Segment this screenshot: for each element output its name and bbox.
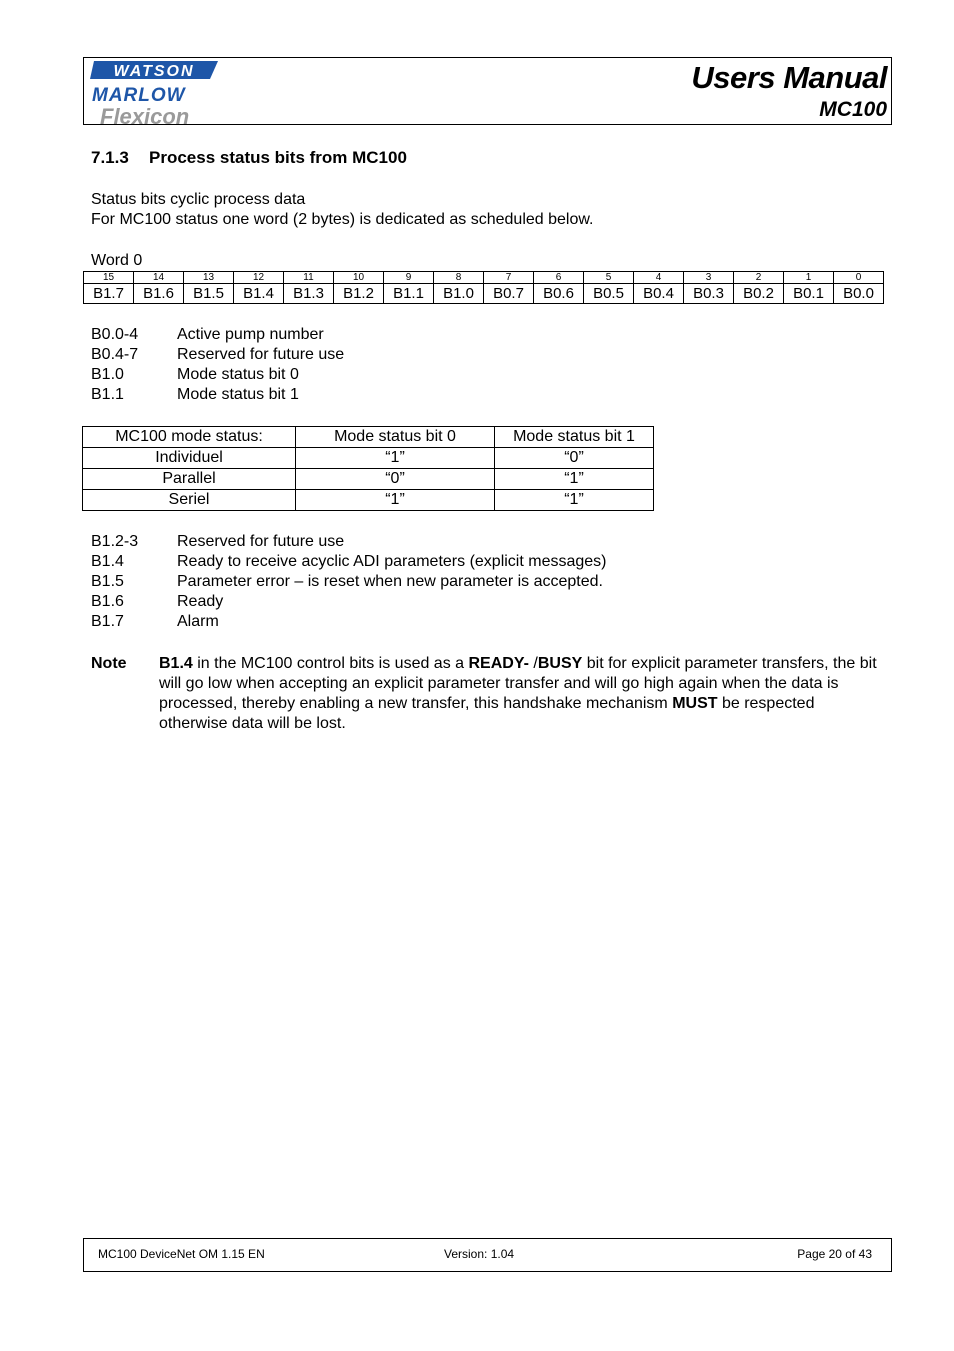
- bit-name-cell: B0.0: [834, 284, 884, 304]
- mode-table-cell: “1”: [296, 448, 495, 469]
- definition-row: [91, 592, 607, 612]
- bit-name-cell: B0.2: [734, 284, 784, 304]
- bit-name-cell: B1.1: [384, 284, 434, 304]
- definition-description: Mode status bit 1: [177, 386, 299, 403]
- note-text-3: bit for explicit parameter transfers, the bit will go low when accepting an explicit parameter transfer and will go high again when the data is processed, thereby enabling a new transfer, this handshake mechanism: [159, 655, 877, 712]
- bit-number-cell: 13: [184, 272, 234, 284]
- mode-table-cell: Individuel: [83, 448, 296, 469]
- definition-key: B1.0: [91, 366, 124, 383]
- definition-description: Reserved for future use: [177, 533, 345, 550]
- note-bold-b14: B1.4: [159, 655, 193, 672]
- definition-row: [91, 385, 344, 405]
- definition-key: B1.2-3: [91, 533, 139, 550]
- mode-table-row: [83, 469, 654, 490]
- bit-number-cell: 1: [784, 272, 834, 284]
- note-text: [159, 654, 879, 734]
- bit-number-cell: 10: [334, 272, 384, 284]
- footer-page-number: Page 20 of 43: [797, 1247, 872, 1261]
- mode-table-cell: Parallel: [83, 469, 296, 490]
- mode-status-table: [82, 426, 654, 511]
- intro-line-2: For MC100 status one word (2 bytes) is dedicated as scheduled below.: [91, 211, 594, 228]
- page-header: [83, 57, 892, 125]
- definition-description: Ready to receive acyclic ADI parameters (explicit messages): [177, 553, 607, 570]
- bit-name-cell: B1.2: [334, 284, 384, 304]
- mode-table-header-row: [83, 427, 654, 448]
- bit-name-row: [84, 284, 884, 304]
- definition-description: Parameter error – is reset when new parameter is accepted.: [177, 573, 603, 590]
- definition-key: B1.6: [91, 593, 124, 610]
- mode-table-cell: Seriel: [83, 490, 296, 511]
- definition-row: [91, 572, 607, 592]
- definition-key: B1.5: [91, 573, 124, 590]
- bit-number-row: [84, 272, 884, 284]
- bit-name-cell: B0.4: [634, 284, 684, 304]
- bit-name-cell: B0.5: [584, 284, 634, 304]
- note-bold-ready: READY-: [468, 655, 529, 672]
- watson-marlow-flexicon-logo: [90, 59, 222, 125]
- bit-name-cell: B0.6: [534, 284, 584, 304]
- section-number: 7.1.3: [91, 148, 129, 167]
- definition-key: B1.7: [91, 613, 124, 630]
- bit-number-cell: 11: [284, 272, 334, 284]
- bit-number-cell: 9: [384, 272, 434, 284]
- note-bold-busy: BUSY: [537, 655, 583, 672]
- intro-line-1: Status bits cyclic process data: [91, 191, 306, 208]
- mode-table-row: [83, 490, 654, 511]
- bit-number-cell: 3: [684, 272, 734, 284]
- definition-row: [91, 552, 607, 572]
- bit-definitions-list: [91, 325, 344, 405]
- note-bold-must: MUST: [672, 695, 718, 712]
- definition-row: [91, 345, 344, 365]
- note-text-2: /: [528, 655, 538, 672]
- bit-name-cell: B1.4: [234, 284, 284, 304]
- mode-table-cell: “1”: [296, 490, 495, 511]
- section-heading: [91, 148, 407, 168]
- bit-number-cell: 4: [634, 272, 684, 284]
- bit-number-cell: 14: [134, 272, 184, 284]
- bit-number-cell: 15: [84, 272, 134, 284]
- note-label: Note: [91, 655, 127, 672]
- footer-document-name: MC100 DeviceNet OM 1.15 EN: [98, 1247, 265, 1261]
- definition-key: B1.4: [91, 553, 124, 570]
- mode-table-header-cell: MC100 mode status:: [83, 427, 296, 448]
- mode-table-header-cell: Mode status bit 0: [296, 427, 495, 448]
- bit-number-cell: 0: [834, 272, 884, 284]
- bit-name-cell: B0.7: [484, 284, 534, 304]
- bit-definitions-list-2: [91, 532, 607, 632]
- bit-table: [83, 271, 884, 304]
- bit-number-cell: 2: [734, 272, 784, 284]
- bit-name-cell: B1.3: [284, 284, 334, 304]
- section-title: Process status bits from MC100: [149, 148, 407, 167]
- bit-name-cell: B0.1: [784, 284, 834, 304]
- bit-name-cell: B1.7: [84, 284, 134, 304]
- definition-row: [91, 532, 607, 552]
- bit-number-cell: 12: [234, 272, 284, 284]
- definition-description: Alarm: [177, 613, 219, 630]
- mode-table-cell: “0”: [296, 469, 495, 490]
- page-footer: [83, 1238, 892, 1272]
- mode-table-cell: “0”: [495, 448, 654, 469]
- bit-number-cell: 8: [434, 272, 484, 284]
- mode-table-header-cell: Mode status bit 1: [495, 427, 654, 448]
- definition-description: Reserved for future use: [177, 346, 345, 363]
- bit-number-cell: 7: [484, 272, 534, 284]
- bit-name-cell: B1.6: [134, 284, 184, 304]
- definition-key: B0.0-4: [91, 326, 139, 343]
- word-label: Word 0: [91, 252, 143, 269]
- definition-row: [91, 365, 344, 385]
- note-text-1: in the MC100 control bits is used as a: [192, 655, 469, 672]
- bit-number-cell: 5: [584, 272, 634, 284]
- bit-name-cell: B1.0: [434, 284, 484, 304]
- mode-table-cell: “1”: [495, 490, 654, 511]
- definition-row: [91, 325, 344, 345]
- definition-key: B1.1: [91, 386, 124, 403]
- document-subtitle: MC100: [819, 98, 887, 121]
- bit-name-cell: B1.5: [184, 284, 234, 304]
- mode-table-row: [83, 448, 654, 469]
- definition-description: Active pump number: [177, 326, 324, 343]
- svg-text:Flexicon: Flexicon: [100, 104, 190, 125]
- bit-name-cell: B0.3: [684, 284, 734, 304]
- note-text-4: be respected otherwise data will be lost.: [159, 695, 815, 732]
- definition-row: [91, 612, 607, 632]
- bit-number-cell: 6: [534, 272, 584, 284]
- definition-key: B0.4-7: [91, 346, 139, 363]
- definition-description: Mode status bit 0: [177, 366, 299, 383]
- document-title: Users Manual: [691, 60, 887, 95]
- svg-text:WATSON: WATSON: [113, 63, 195, 80]
- svg-text:MARLOW: MARLOW: [92, 85, 186, 106]
- mode-table-cell: “1”: [495, 469, 654, 490]
- footer-version: Version: 1.04: [444, 1247, 515, 1261]
- definition-description: Ready: [177, 593, 224, 610]
